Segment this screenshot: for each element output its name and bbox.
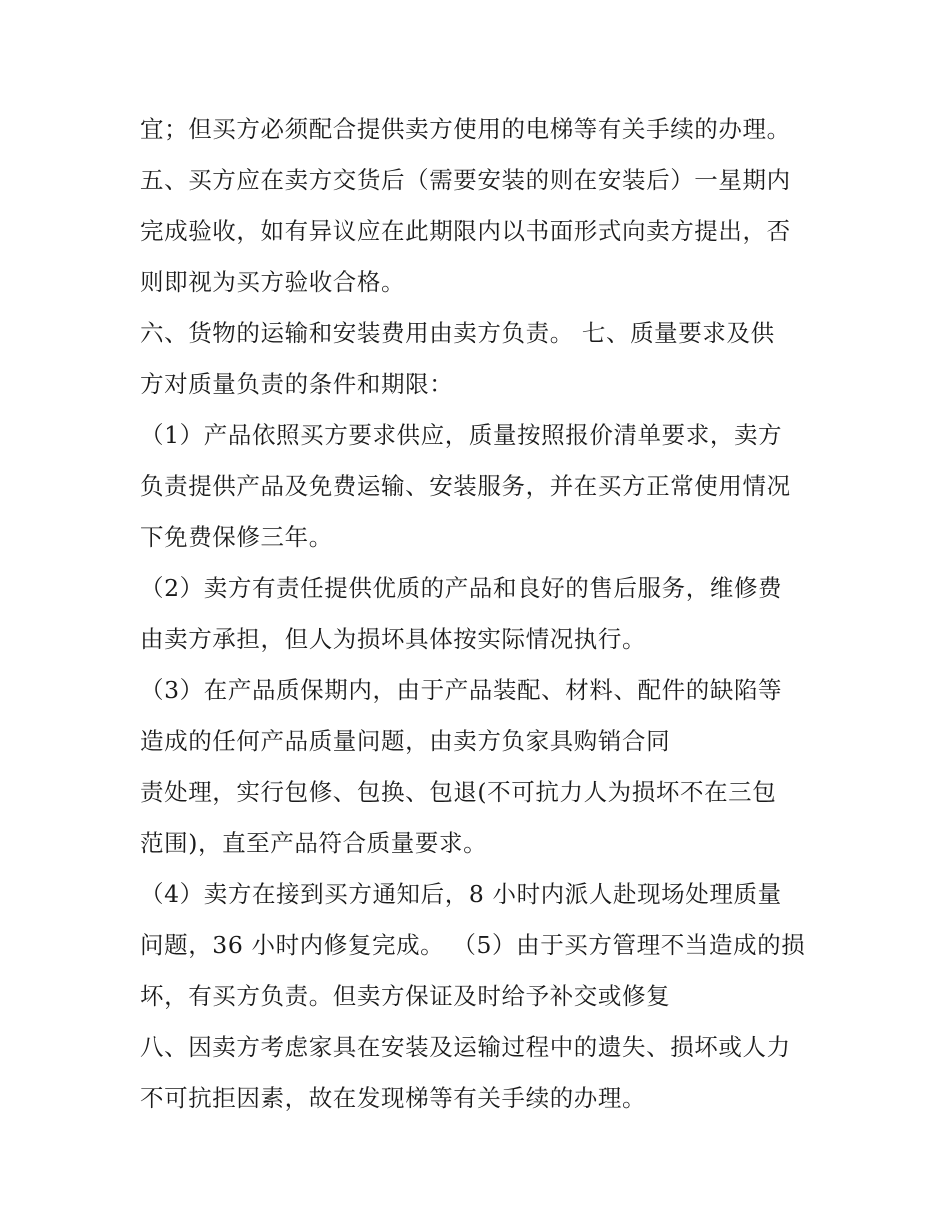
text-line: 宜；但买方必须配合提供卖方使用的电梯等有关手续的办理。 [140, 115, 791, 143]
text-line: 六、货物的运输和安装费用由卖方负责。 七、质量要求及供 [140, 319, 775, 347]
text-line: 造成的任何产品质量问题，由卖方负家具购销合同 [140, 727, 671, 755]
text-line: 方对质量负责的条件和期限： [140, 370, 454, 398]
text-line: 下免费保修三年。 [140, 523, 333, 551]
text-line: （3）在产品质保期内，由于产品装配、材料、配件的缺陷等 [140, 676, 783, 704]
text-line: 不可抗拒因素，故在发现梯等有关手续的办理。 [140, 1084, 647, 1112]
text-line: （1）产品依照买方要求供应，质量按照报价清单要求，卖方 [140, 421, 783, 449]
text-line: 坏，有买方负责。但卖方保证及时给予补交或修复 [140, 982, 671, 1010]
text-line: 由卖方承担，但人为损坏具体按实际情况执行。 [140, 625, 647, 653]
text-line: 则即视为买方验收合格。 [140, 268, 406, 296]
text-line: 问题，36 小时内修复完成。 （5）由于买方管理不当造成的损 [140, 931, 806, 959]
text-line: 责处理，实行包修、包换、包退(不可抗力人为损坏不在三包 [140, 778, 777, 806]
text-line: （4）卖方在接到买方通知后，8 小时内派人赴现场处理质量 [140, 880, 782, 908]
text-line: 完成验收，如有异议应在此期限内以书面形式向卖方提出，否 [140, 217, 791, 245]
text-line: （2）卖方有责任提供优质的产品和良好的售后服务，维修费 [140, 574, 783, 602]
text-line: 五、买方应在卖方交货后（需要安装的则在安装后）一星期内 [140, 166, 791, 194]
text-line: 八、因卖方考虑家具在安装及运输过程中的遗失、损坏或人力 [140, 1033, 791, 1061]
text-line: 负责提供产品及免费运输、安装服务，并在买方正常使用情况 [140, 472, 791, 500]
text-line: 范围)，直至产品符合质量要求。 [140, 829, 488, 857]
